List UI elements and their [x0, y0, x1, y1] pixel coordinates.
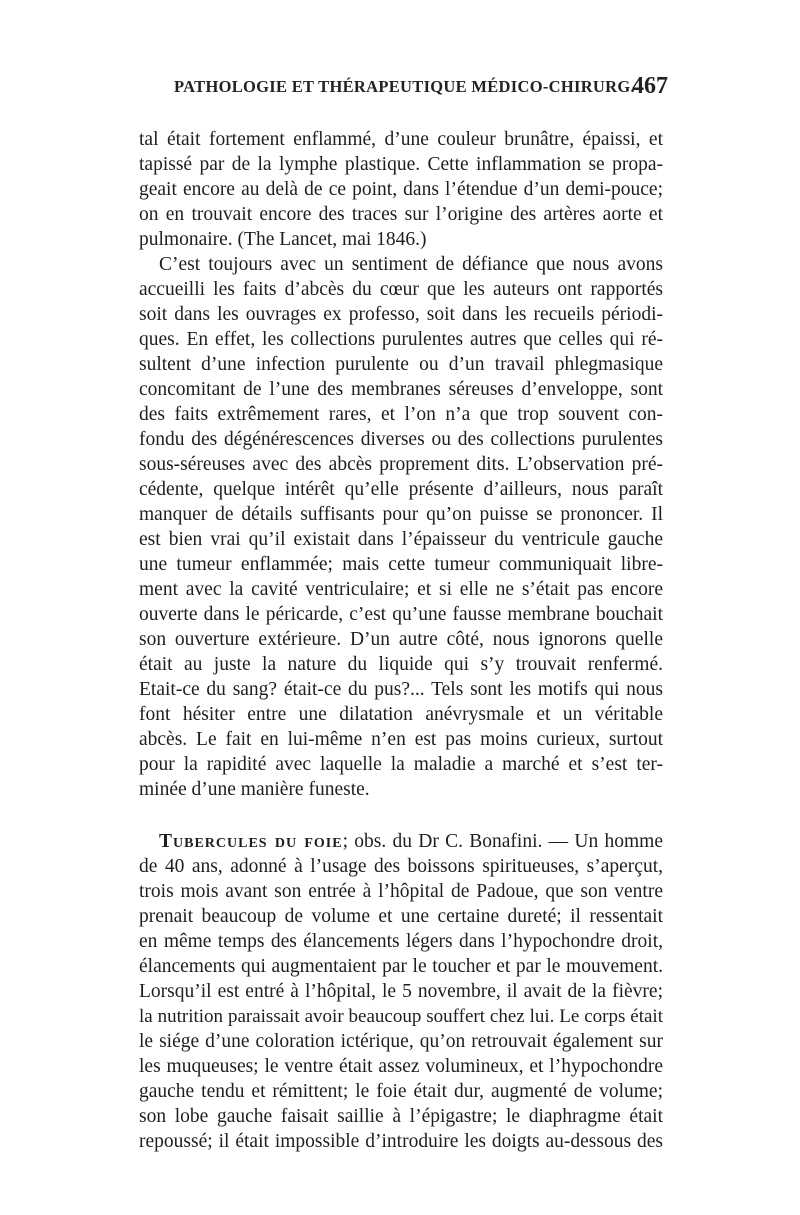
text-line: geait encore au delà de ce point, dans l’étendue d’un demi-pouce;	[139, 179, 663, 200]
text-line	[159, 830, 663, 854]
text-line: en même temps des élancements légers dans l’hypochondre droit,	[139, 931, 663, 952]
text-line: des faits extrêmement rares, et l’on n’a que trop souvent con-	[139, 404, 663, 425]
text-line: Lorsqu’il est entré à l’hôpital, le 5 novembre, il avait de la fièvre;	[139, 981, 663, 1002]
text-line: on en trouvait encore des traces sur l’origine des artères aorte et	[139, 204, 663, 225]
text-line: est bien vrai qu’il existait dans l’épaisseur du ventricule gauche	[139, 529, 663, 550]
text-line: tapissé par de la lymphe plastique. Cette inflammation se propa-	[139, 154, 663, 175]
text-line: son ouverture extérieure. D’un autre côté, nous ignorons quelle	[139, 629, 663, 650]
text-line: abcès. Le fait en lui-même n’en est pas moins curieux, surtout	[139, 729, 663, 750]
text-line: font hésiter entre une dilatation anévrysmale et un véritable	[139, 704, 663, 725]
text-fragment: ; obs. du Dr C. Bonafini. — Un homme	[342, 831, 663, 852]
page-number: 467	[632, 73, 668, 99]
text-line: soit dans les ouvrages ex professo, soit dans les recueils périodi-	[139, 304, 663, 325]
text-line: gauche tendu et rémittent; le foie était dur, augmenté de volume;	[139, 1081, 663, 1102]
text-line: minée d’une manière funeste.	[139, 779, 370, 800]
text-line: C’est toujours avec un sentiment de défiance que nous avons	[159, 254, 663, 275]
text-line: sous-séreuses avec des abcès proprement dits. L’observation pré-	[139, 454, 663, 475]
text-line: le siége d’une coloration ictérique, qu’on retrouvait également sur	[139, 1031, 663, 1052]
text-line: accueilli les faits d’abcès du cœur que les auteurs ont rapportés	[139, 279, 663, 300]
text-line: sultent d’une infection purulente ou d’un travail phlegmasique	[139, 354, 663, 375]
text-line: ment avec la cavité ventriculaire; et si elle ne s’était pas encore	[139, 579, 663, 600]
text-line: ques. En effet, les collections purulentes autres que celles qui ré-	[139, 329, 663, 350]
text-line: manquer de détails suffisants pour qu’on puisse se prononcer. Il	[139, 504, 663, 525]
text-line: les muqueuses; le ventre était assez volumineux, et l’hypochondre	[139, 1056, 663, 1077]
text-line: pulmonaire. (The Lancet, mai 1846.)	[139, 229, 427, 250]
running-head	[174, 73, 668, 109]
text-line: Etait-ce du sang? était-ce du pus?... Tels sont les motifs qui nous	[139, 679, 663, 700]
text-line: tal était fortement enflammé, d’une couleur brunâtre, épaissi, et	[139, 129, 663, 150]
text-line: cédente, quelque intérêt qu’elle présente d’ailleurs, nous paraît	[139, 479, 663, 500]
text-line: de 40 ans, adonné à l’usage des boissons spiritueuses, s’aperçut,	[139, 856, 663, 877]
text-line: élancements qui augmentaient par le toucher et par le mouvement.	[139, 956, 663, 977]
text-line: était au juste la nature du liquide qui s’y trouvait renfermé.	[139, 654, 663, 675]
text-line: prenait beaucoup de volume et une certaine dureté; il ressentait	[139, 906, 663, 927]
section-heading: Tubercules du foie	[159, 831, 343, 852]
running-head-title: PATHOLOGIE ET THÉRAPEUTIQUE MÉDICO-CHIRURG.	[174, 77, 635, 96]
text-line: concomitant de l’une des membranes séreuses d’enveloppe, sont	[139, 379, 663, 400]
text-line: pour la rapidité avec laquelle la maladie a marché et s’est ter-	[139, 754, 663, 775]
text-line: ouverte dans le péricarde, c’est qu’une fausse membrane bouchait	[139, 604, 663, 625]
text-line: la nutrition paraissait avoir beaucoup souffert chez lui. Le corps était	[139, 1006, 663, 1027]
text-line: fondu des dégénérescences diverses ou des collections purulentes	[139, 429, 663, 450]
text-line: une tumeur enflammée; mais cette tumeur communiquait libre-	[139, 554, 663, 575]
text-line: repoussé; il était impossible d’introduire les doigts au-dessous des	[139, 1131, 663, 1152]
text-line: son lobe gauche faisait saillie à l’épigastre; le diaphragme était	[139, 1106, 663, 1127]
text-line: trois mois avant son entrée à l’hôpital de Padoue, que son ventre	[139, 881, 663, 902]
